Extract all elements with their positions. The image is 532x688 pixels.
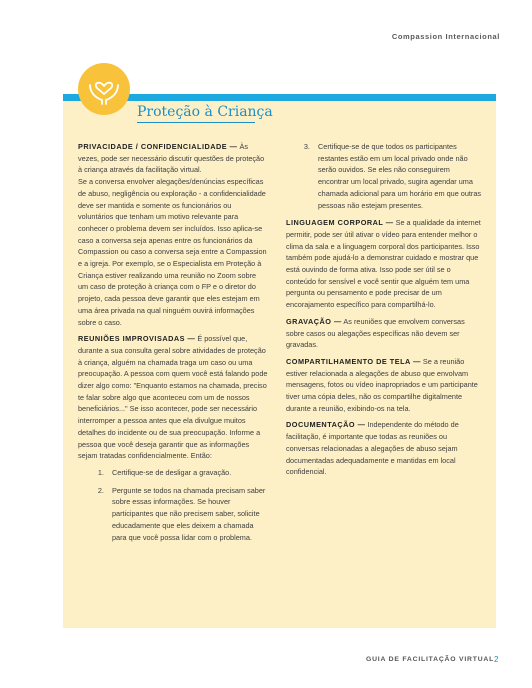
screen-share-heading: COMPARTILHAMENTO DE TELA —	[286, 356, 421, 366]
right-column	[286, 141, 482, 483]
body-language-paragraph	[286, 217, 482, 311]
privacy-text-1: Às vezes, pode ser necessário discutir questões de proteção à criança através da facilitação virtual.	[78, 142, 265, 175]
impromptu-heading: REUNIÕES IMPROVISADAS —	[78, 334, 196, 344]
steps-list	[78, 467, 268, 543]
list-item: 3. Certifique-se de que todos os participantes restantes estão em um local privado onde não serão ouvidos. Se eles não conseguirem encontrar um local privado, sugira agendar uma chamada adicional para um horário em que outras pessoas não estejam presentes.	[312, 141, 482, 211]
section-title: Proteção à Criança	[137, 104, 273, 120]
documentation-heading: DOCUMENTAÇÃO —	[286, 420, 366, 430]
heart-in-hands-icon	[78, 63, 130, 115]
recording-heading: GRAVAÇÃO —	[286, 316, 342, 326]
left-column	[78, 141, 268, 549]
list-item: 2. Pergunte se todos na chamada precisam saber sobre essas informações. Se houver participantes que não precisem saber, solicite educadamente que eles deixem a chamada para que você possa lidar com o problema.	[106, 485, 268, 544]
impromptu-text: É possível que, durante a sua consulta geral sobre atividades de proteção à criança, alguém na chamada traga um caso ou uma preocupação. A pessoa com quem você está falando pode dizer algo como: "Enquanto estamos na chamada, preciso te falar sobre algo que aconteceu com um de nossos beneficiários..." Se isso acontecer, pode ser necessário interromper a pessoa antes que ela divulgue muitos detalhes do incidente ou de sua preocupação. Informe a pessoa que você deseja garantir que as informações sejam tratadas confidencialmente. Então:	[78, 334, 268, 461]
footer-guide-title: GUIA DE FACILITAÇÃO VIRTUAL	[366, 656, 495, 663]
impromptu-paragraph	[78, 333, 268, 462]
recording-paragraph	[286, 316, 482, 351]
title-underline	[137, 122, 255, 123]
screen-share-text: Se a reunião estiver relacionada a alegações de abuso que envolvam mensagens, fotos ou vídeo inapropriados e um participante tiver uma cópia deles, não os compartilhe digitalmente durante a reunião, exibindo-os na tela.	[286, 356, 478, 413]
page-number: 2	[494, 655, 499, 664]
header-brand: Compassion Internacional	[391, 32, 500, 41]
documentation-paragraph	[286, 419, 482, 478]
body-language-heading: LINGUAGEM CORPORAL —	[286, 218, 394, 228]
recording-text: As reuniões que envolvem conversas sobre casos ou alegações específicas não devem ser gravadas.	[286, 316, 465, 350]
privacy-paragraph	[78, 141, 268, 328]
privacy-heading: PRIVACIDADE / CONFIDENCIALIDADE —	[78, 142, 238, 151]
screen-share-paragraph	[286, 356, 482, 415]
list-item: 1. Certifique-se de desligar a gravação.	[106, 467, 268, 479]
privacy-text-2: Se a conversa envolver alegações/denúncias específicas de abuso, negligência ou exploração - a confidencialidade deve ser mantida e somente os funcionários ou voluntários que tenham um motivo relevante para conhecer o problema devem ser incluídos. Isso aplica-se caso a conversa seja apenas entre os funcionários da Compassion ou caso a conversa seja entre a Compassion e a igreja. Por exemplo, se o Especialista em Proteção à Criança estiver realizando uma reunião no Zoom sobre um caso de proteção à criança com o FP e o diretor do projeto, cada pessoa deve garantir que eles estejam em uma área privada na qual ninguém ouvirá informações sobre o caso.	[78, 177, 267, 327]
steps-list-continued	[286, 141, 482, 211]
body-language-text: Se a qualidade da internet permitir, pode ser útil ativar o vídeo para entender melhor o clima da sala e a linguagem corporal dos participantes. Isso também pode ajudá-lo a demonstrar cuidado e mostrar que está ouvindo de forma ativa. Isso pode ser útil se o conteúdo for sensível e você sentir que alguém tem uma pergunta ou pensamento e pode precisar de um encorajamento específico para compartilhá-lo.	[286, 218, 481, 310]
documentation-text: Independente do método de facilitação, é importante que todas as reuniões ou conversas relacionadas a alegações de abuso sejam documentadas adequadamente e mantidas em local confidencial.	[286, 420, 459, 477]
